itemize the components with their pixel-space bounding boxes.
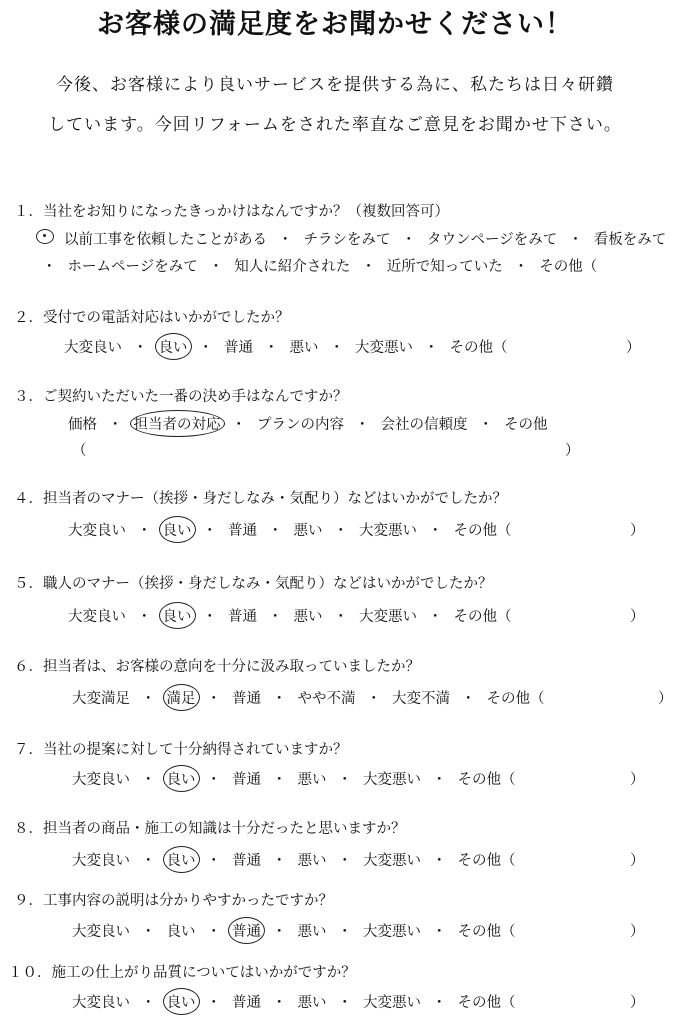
close-paren: ） xyxy=(630,523,645,539)
q4-options: 大変良い ・ 良い ・ 普通 ・ 悪い ・ 大変悪い ・ その他（ xyxy=(68,519,512,540)
option[interactable]: 普通 xyxy=(232,995,261,1011)
option-selected[interactable]: 良い xyxy=(159,336,188,357)
q1-options-line-2: ・ ホームページをみて ・ 知人に紹介された ・ 近所で知っていた ・ その他（ xyxy=(42,255,597,276)
option[interactable]: 普通 xyxy=(232,691,261,707)
option[interactable]: 普通 xyxy=(228,523,257,539)
option[interactable]: 悪い xyxy=(297,995,327,1011)
option[interactable]: 大変悪い xyxy=(363,924,421,940)
q3-options: 価格 ・ 担当者の対応 ・ プランの内容 ・ 会社の信頼度 ・ その他 xyxy=(68,413,548,434)
option[interactable]: 普通 xyxy=(228,609,257,625)
option[interactable]: その他（ xyxy=(457,995,516,1011)
q7-options: 大変良い ・ 良い ・ 普通 ・ 悪い ・ 大変悪い ・ その他（ xyxy=(72,768,516,789)
option[interactable]: 悪い xyxy=(297,853,327,869)
option-selected[interactable]: 良い xyxy=(163,519,192,540)
option[interactable]: 大変悪い xyxy=(363,995,421,1011)
option[interactable]: 悪い xyxy=(297,924,327,940)
option[interactable]: 価格 xyxy=(68,417,97,433)
option[interactable]: その他 xyxy=(504,417,548,433)
option[interactable]: 会社の信頼度 xyxy=(380,417,468,433)
open-paren: （ xyxy=(72,443,87,459)
option[interactable]: 知人に紹介された xyxy=(234,259,351,275)
q9-options: 大変良い ・ 良い ・ 普通 ・ 悪い ・ 大変悪い ・ その他（ xyxy=(72,920,516,941)
option[interactable]: チラシをみて xyxy=(303,232,391,248)
option[interactable]: 大変良い xyxy=(72,772,130,788)
option[interactable]: その他（ xyxy=(453,609,512,625)
question-text: ９．工事内容の説明は分かりやすかったですか？ xyxy=(14,893,333,909)
question-text: １０．施工の仕上がり品質についてはいかがですか？ xyxy=(8,965,356,981)
option[interactable]: 大変良い xyxy=(68,609,126,625)
question-text: ２．受付での電話対応はいかがでしたか？ xyxy=(14,310,290,326)
close-paren: ） xyxy=(630,853,645,869)
close-paren: ） xyxy=(626,340,641,356)
option[interactable]: 看板をみて xyxy=(593,232,667,248)
selected-mark xyxy=(36,229,54,244)
option-selected[interactable]: 良い xyxy=(167,991,196,1012)
option[interactable]: 良い xyxy=(166,924,196,940)
q5-options: 大変良い ・ 良い ・ 普通 ・ 悪い ・ 大変悪い ・ その他（ xyxy=(68,605,512,626)
option-selected[interactable]: 良い xyxy=(163,605,192,626)
option-selected[interactable]: 担当者の対応 xyxy=(134,413,221,434)
option[interactable]: その他（ xyxy=(457,772,516,788)
intro-line-2: しています。今回リフォームをされた率直なご意見をお聞かせ下さい。 xyxy=(48,115,622,135)
survey-title: お客様の満足度をお聞かせください！ xyxy=(97,9,573,40)
close-paren: ） xyxy=(630,609,645,625)
option[interactable]: 悪い xyxy=(293,609,323,625)
option[interactable]: 悪い xyxy=(293,523,323,539)
option[interactable]: 以前工事を依頼したことがある xyxy=(64,232,267,248)
option[interactable]: 普通 xyxy=(232,772,261,788)
option[interactable]: 大変良い xyxy=(72,995,130,1011)
close-paren: ） xyxy=(565,443,580,459)
option[interactable]: 大変悪い xyxy=(363,853,421,869)
option[interactable]: プランの内容 xyxy=(257,417,344,433)
option[interactable]: タウンページをみて xyxy=(427,232,558,248)
question-text: ８．担当者の商品・施工の知識は十分だったと思いますか？ xyxy=(14,821,406,837)
option[interactable]: 大変悪い xyxy=(359,609,417,625)
option[interactable]: 普通 xyxy=(232,853,261,869)
q10-options: 大変良い ・ 良い ・ 普通 ・ 悪い ・ 大変悪い ・ その他（ xyxy=(72,991,516,1012)
option-selected[interactable]: 良い xyxy=(167,768,196,789)
option[interactable]: 近所で知っていた xyxy=(386,259,503,275)
option[interactable]: 大変良い xyxy=(68,523,126,539)
close-paren: ） xyxy=(630,924,645,940)
question-text: ４．担当者のマナー（挨拶・身だしなみ・気配り）などはいかがでしたか？ xyxy=(14,491,507,507)
option[interactable]: その他（ xyxy=(453,523,512,539)
option[interactable]: 大変良い xyxy=(64,340,122,356)
option[interactable]: 大変悪い xyxy=(359,523,417,539)
option-selected[interactable]: 満足 xyxy=(167,687,196,708)
question-text: ７．当社の提案に対して十分納得されていますか？ xyxy=(14,742,348,758)
question-text: ６．担当者は、お客様の意向を十分に汲み取っていましたか？ xyxy=(14,659,420,675)
question-text: １．当社をお知りになったきっかけはなんですか？（複数回答可） xyxy=(14,204,449,220)
q8-options: 大変良い ・ 良い ・ 普通 ・ 悪い ・ 大変悪い ・ その他（ xyxy=(72,849,516,870)
option[interactable]: 大変良い xyxy=(72,924,130,940)
option[interactable]: 悪い xyxy=(289,340,319,356)
intro-line-1: 今後、お客様により良いサービスを提供する為に、私たちは日々研鑽 xyxy=(56,75,614,95)
q1-options-line-1: 以前工事を依頼したことがある ・ チラシをみて ・ タウンページをみて ・ 看板をみて xyxy=(64,228,666,249)
option[interactable]: その他（ xyxy=(486,691,545,707)
option[interactable]: 普通 xyxy=(224,340,253,356)
option[interactable]: その他（ xyxy=(539,259,598,275)
option[interactable]: ホームページをみて xyxy=(67,259,198,275)
option[interactable]: 大変不満 xyxy=(392,691,450,707)
option[interactable]: その他（ xyxy=(457,924,516,940)
option-selected[interactable]: 普通 xyxy=(232,920,261,941)
close-paren: ） xyxy=(630,772,645,788)
q2-options: 大変良い ・ 良い ・ 普通 ・ 悪い ・ 大変悪い ・ その他（ xyxy=(64,336,508,357)
question-text: ３．ご契約いただいた一番の決め手はなんですか？ xyxy=(14,389,348,405)
option[interactable]: 悪い xyxy=(297,772,327,788)
option[interactable]: その他（ xyxy=(449,340,508,356)
question-text: ５．職人のマナー（挨拶・身だしなみ・気配り）などはいかがでしたか？ xyxy=(14,576,493,592)
q6-options: 大変満足 ・ 満足 ・ 普通 ・ やや不満 ・ 大変不満 ・ その他（ xyxy=(72,687,545,708)
option[interactable]: やや不満 xyxy=(297,691,356,707)
option[interactable]: 大変悪い xyxy=(363,772,421,788)
close-paren: ） xyxy=(630,995,645,1011)
option[interactable]: 大変良い xyxy=(72,853,130,869)
option[interactable]: 大変悪い xyxy=(355,340,413,356)
close-paren: ） xyxy=(658,691,673,707)
option[interactable]: 大変満足 xyxy=(72,691,130,707)
option[interactable]: その他（ xyxy=(457,853,516,869)
option-selected[interactable]: 良い xyxy=(167,849,196,870)
